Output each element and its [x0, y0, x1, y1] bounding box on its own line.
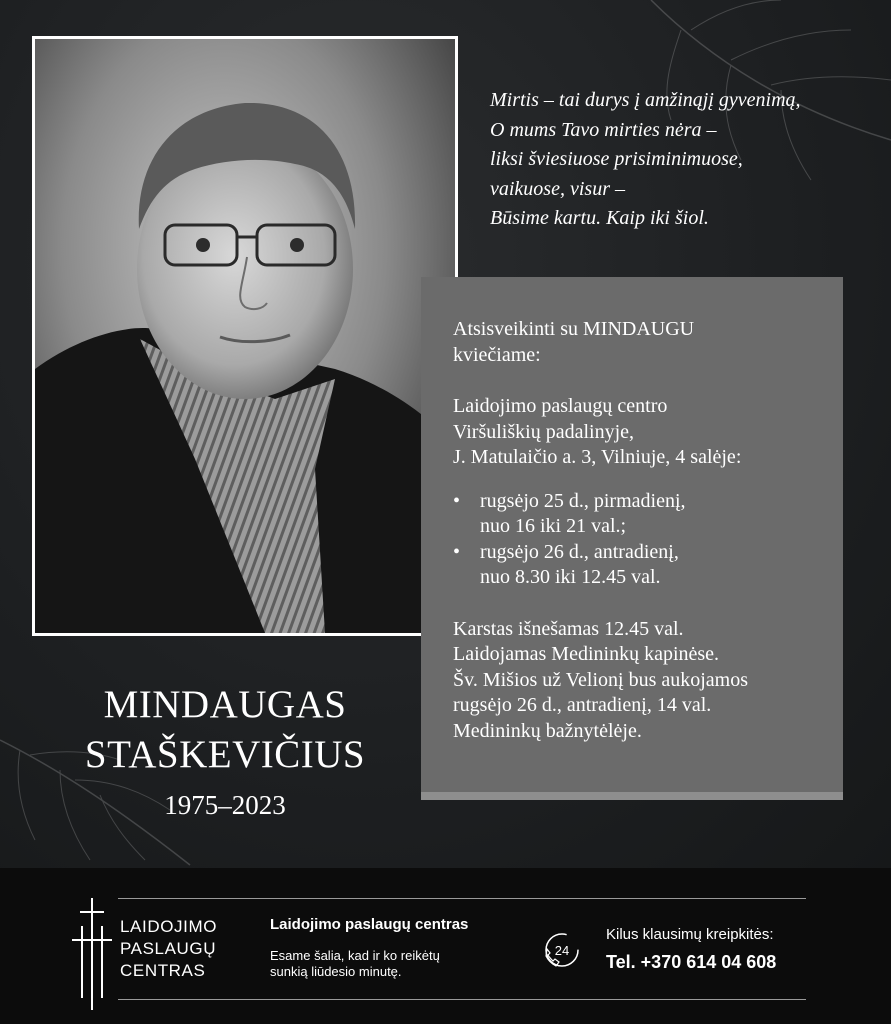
footer [0, 868, 891, 1024]
tagline-line: sunkią liūdesio minutę. [270, 964, 402, 979]
funeral-detail-line: Laidojamas Medininkų kapinėse. [453, 643, 720, 665]
time-line: nuo 16 iki 21 val.; [480, 515, 627, 537]
company-tagline [270, 948, 440, 980]
date-line: rugsėjo 26 d., antradienį, [480, 540, 679, 563]
logo-line: CENTRAS [120, 961, 206, 980]
invitation-box [421, 277, 843, 800]
poem-line: vaikuose, visur – [490, 177, 625, 200]
venue-line: Viršuliškių padalinyje, [453, 420, 634, 443]
phone-24-icon [542, 930, 582, 970]
date-line: rugsėjo 25 d., pirmadienį, [480, 489, 686, 512]
invitation-intro-line: kviečiame: [453, 343, 541, 366]
visitation-date-item [453, 540, 823, 591]
venue-line: J. Matulaičio a. 3, Vilniuje, 4 salėje: [453, 446, 742, 468]
footer-divider-top [118, 898, 806, 899]
logo-text [120, 916, 217, 982]
portrait-photo [32, 36, 458, 636]
invitation-intro [453, 317, 823, 368]
venue [453, 394, 823, 471]
last-name: STAŠKEVIČIUS [84, 733, 366, 776]
contact-phone[interactable]: Tel. +370 614 04 608 [606, 952, 777, 972]
funeral-detail-line: Medininkų bažnytėlėje. [453, 719, 642, 742]
funeral-details [453, 617, 823, 745]
time-line: nuo 8.30 iki 12.45 val. [480, 566, 661, 588]
poem-line: Mirtis – tai durys į amžinąjį gyvenimą, [490, 89, 801, 111]
company-title: Laidojimo paslaugų centras [270, 916, 469, 933]
triple-cross-icon [70, 898, 114, 1010]
deceased-name [40, 680, 410, 780]
footer-divider-bottom [118, 999, 806, 1000]
funeral-detail-line: Karstas išnešamas 12.45 val. [453, 617, 684, 640]
poem-line: O mums Tavo mirties nėra – [490, 118, 717, 141]
logo-line: LAIDOJIMO [120, 917, 218, 936]
logo-line: PASLAUGŲ [120, 939, 217, 958]
visitation-date-item [453, 489, 823, 540]
venue-line: Laidojimo paslaugų centro [453, 395, 668, 417]
contact-label: Kilus klausimų kreipkitės: [606, 926, 774, 943]
portrait-image [35, 39, 455, 633]
tagline-line: Esame šalia, kad ir ko reikėtų [270, 948, 440, 963]
visitation-dates [453, 489, 823, 591]
poem [490, 86, 880, 234]
funeral-detail-line: rugsėjo 26 d., antradienį, 14 val. [453, 694, 712, 716]
first-name: MINDAUGAS [103, 683, 347, 726]
life-years: 1975–2023 [164, 790, 286, 820]
poem-line: liksi šviesiuose prisiminimuose, [490, 148, 743, 170]
phone-icon-label: 24 [554, 943, 570, 958]
invitation-intro-line: Atsisveikinti su MINDAUGU [453, 318, 695, 340]
funeral-detail-line: Šv. Mišios už Velionį bus aukojamos [453, 668, 749, 691]
poem-line: Būsime kartu. Kaip iki šiol. [490, 207, 709, 229]
